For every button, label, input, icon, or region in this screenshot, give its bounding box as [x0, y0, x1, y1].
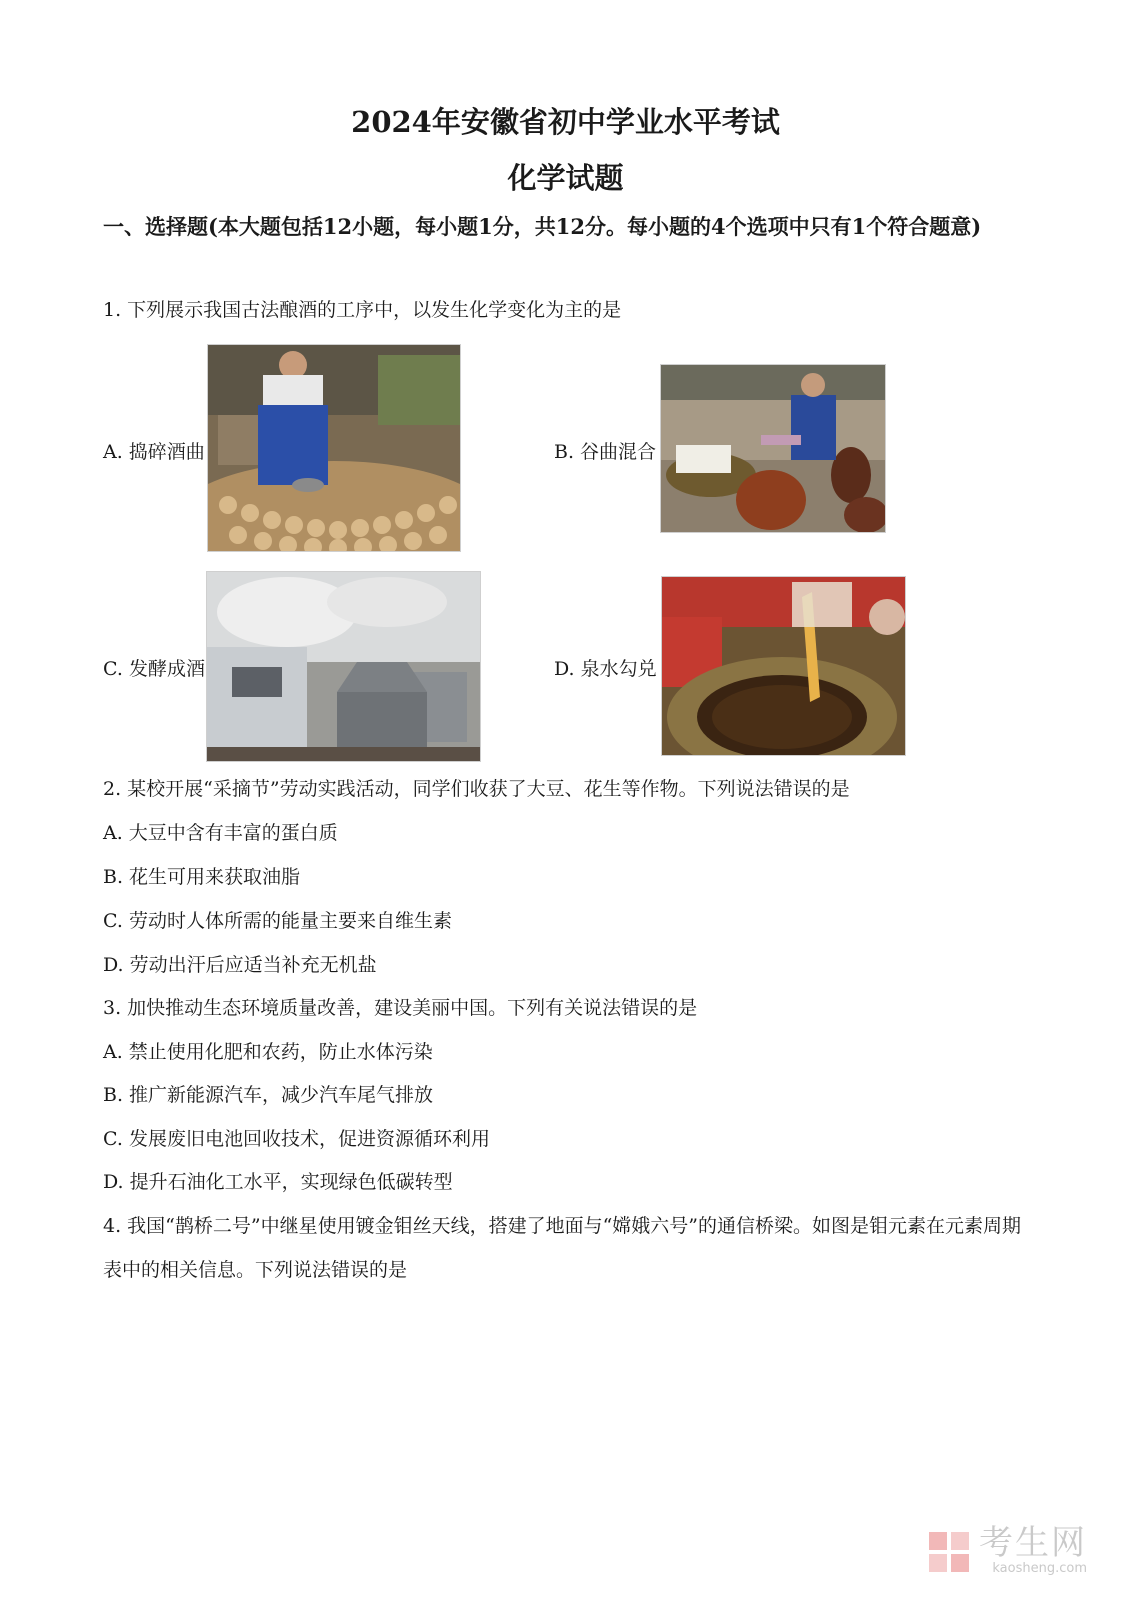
question-3-stem: 3. 加快推动生态环境质量改善，建设美丽中国。下列有关说法错误的是: [103, 997, 698, 1019]
q1-photo-a: [207, 344, 461, 552]
q3-option-b: B. 推广新能源汽车，减少汽车尾气排放: [103, 1084, 434, 1106]
q3-option-c: C. 发展废旧电池回收技术，促进资源循环利用: [103, 1128, 490, 1150]
watermark: [927, 1524, 1087, 1576]
watermark-logo-icon: [927, 1530, 973, 1576]
q1-option-a: A. 捣碎酒曲: [103, 441, 205, 463]
q1-option-d: D. 泉水勾兑: [554, 658, 657, 680]
question-1-stem: 1. 下列展示我国古法酿酒的工序中，以发生化学变化为主的是: [103, 299, 622, 321]
q1-photo-c: [206, 571, 481, 762]
q1-photo-b: [660, 364, 886, 533]
q1-option-c: C. 发酵成酒: [103, 658, 205, 680]
q3-option-d: D. 提升石油化工水平，实现绿色低碳转型: [103, 1171, 453, 1193]
question-4-stem: 4. 我国“鹊桥二号”中继星使用镀金钼丝天线，搭建了地面与“嫦娥六号”的通信桥梁。如图是钼元素在元素周期表中的相关信息。下列说法错误的是: [103, 1215, 1022, 1281]
exam-subtitle: 化学试题: [507, 161, 624, 195]
watermark-url: kaosheng.com: [992, 1561, 1087, 1576]
section-heading: 一、选择题(本大题包括12小题，每小题1分，共12分。每小题的4个选项中只有1个符合题意): [103, 214, 982, 239]
q2-option-c: C. 劳动时人体所需的能量主要来自维生素: [103, 910, 452, 932]
watermark-name: 考生网: [979, 1523, 1087, 1563]
q3-option-a: A. 禁止使用化肥和农药，防止水体污染: [103, 1041, 433, 1063]
exam-title: 2024年安徽省初中学业水平考试: [351, 105, 780, 139]
q2-option-a: A. 大豆中含有丰富的蛋白质: [103, 822, 338, 844]
q2-option-b: B. 花生可用来获取油脂: [103, 866, 301, 888]
q1-option-b: B. 谷曲混合: [554, 441, 657, 463]
q1-photo-d: [661, 576, 906, 756]
question-2-stem: 2. 某校开展“采摘节”劳动实践活动，同学们收获了大豆、花生等作物。下列说法错误的是: [103, 778, 850, 800]
q2-option-d: D. 劳动出汗后应适当补充无机盐: [103, 954, 377, 976]
